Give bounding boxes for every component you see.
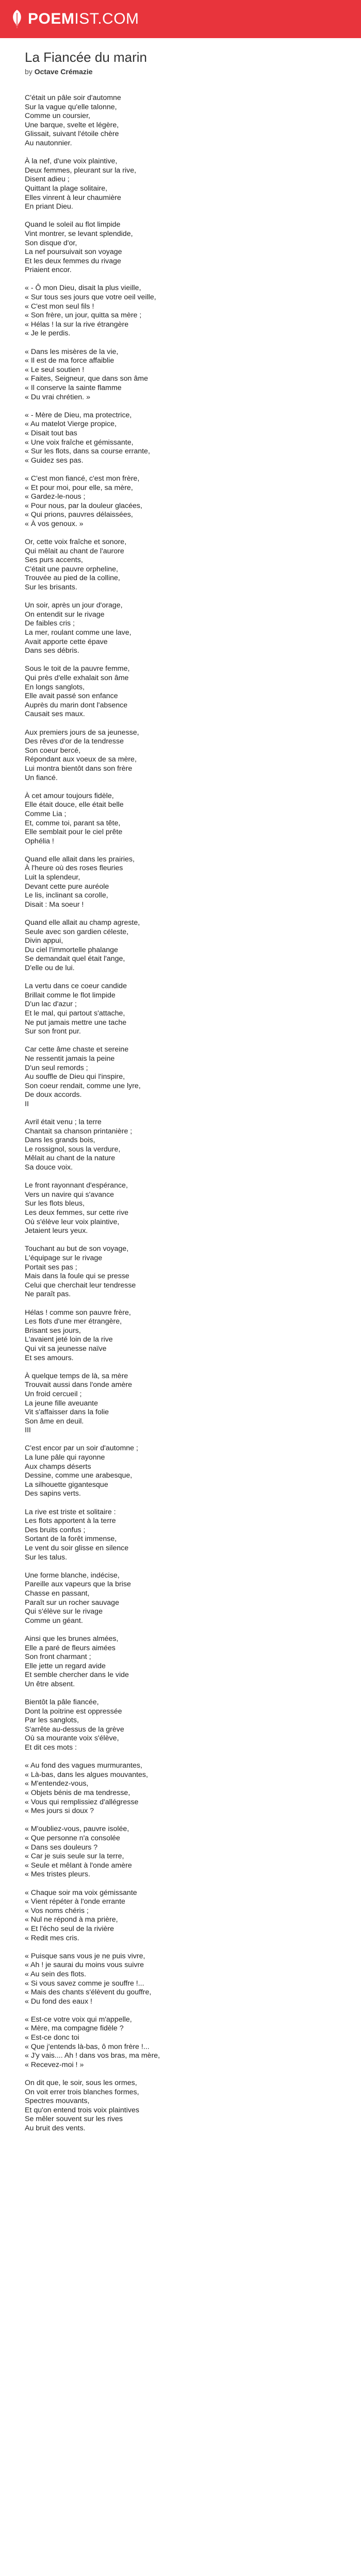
poem-line: « Chaque soir ma voix gémissante — [25, 1888, 137, 1897]
brand-main: POEM — [28, 10, 75, 27]
stanza — [25, 348, 334, 402]
poem-line: Lui montra bientôt dans son frère — [25, 764, 133, 773]
stanza — [25, 1952, 334, 2007]
poem-line: C'était un pâle soir d'automne — [25, 94, 121, 102]
poem-line: Les deux femmes, sur cette rive — [25, 1209, 129, 1217]
poem-line: « Disait tout bas — [25, 429, 77, 437]
poem-line: Spectres mouvants, — [25, 2097, 90, 2106]
poem-line: La vertu dans ce coeur candide — [25, 982, 127, 991]
poem-line: Paraît sur un rocher sauvage — [25, 1598, 119, 1607]
poem-line: Dans ses débris. — [25, 647, 79, 655]
poem-line: « Au matelot Vierge propice, — [25, 420, 117, 429]
poem-line: « Hélas ! la sur la rive étrangère — [25, 320, 129, 329]
stanza — [25, 1045, 334, 1109]
poem-line: Quand le soleil au flot limpide — [25, 221, 121, 229]
poem-line: Devant cette pure auréole — [25, 882, 109, 891]
poem-line: « Et l'écho seul de la rivière — [25, 1924, 114, 1933]
poem-line: Priaient encor. — [25, 266, 72, 275]
poem-line: « Vos noms chéris ; — [25, 1906, 89, 1915]
poem-line: Mais dans la foule qui se presse — [25, 1272, 129, 1281]
stanza — [25, 411, 334, 466]
poem-line: Quand elle allait dans les prairies, — [25, 855, 135, 863]
stanza — [25, 601, 334, 656]
poem-line: De faibles cris ; — [25, 619, 75, 628]
poem-line: Répondant aux voeux de sa mère, — [25, 755, 137, 764]
poem-line: « Du vrai chrétien. » — [25, 393, 90, 401]
poem-line: « Puisque sans vous je ne puis vivre, — [25, 1952, 145, 1960]
poem-line: Le front rayonnant d'espérance, — [25, 1181, 128, 1190]
poem-line: D'un lac d'azur ; — [25, 1000, 77, 1009]
poem-line: Aux champs déserts — [25, 1462, 91, 1471]
poem-line: Se mêler souvent sur les rives — [25, 2115, 123, 2124]
poem-line: Or, cette voix fraîche et sonore, — [25, 538, 127, 547]
poem-line: Avait apporte cette épave — [25, 637, 108, 646]
poem-line: Mêlait au chant de la nature — [25, 1154, 116, 1163]
poem-line: Auprès du marin dont l'absence — [25, 701, 128, 709]
poem-line: « Mes tristes pleurs. — [25, 1870, 90, 1879]
site-brand — [28, 10, 139, 28]
stanza — [25, 1181, 334, 1236]
poem-line: « Dans ses douleurs ? — [25, 1843, 98, 1852]
poem-line: La rive est triste et solitaire : — [25, 1507, 116, 1516]
poem-line: « Vient répéter à l'onde errante — [25, 1897, 125, 1906]
author-link[interactable]: Octave Crémazie — [34, 67, 93, 76]
poem-line: « Et pour moi, pour elle, sa mère, — [25, 483, 133, 492]
poem-line: La lune pâle qui rayonne — [25, 1453, 105, 1462]
stanza — [25, 855, 334, 910]
poem-line: Quand elle allait au champ agreste, — [25, 919, 140, 927]
stanza — [25, 1571, 334, 1626]
poem-line: Au nautonnier. — [25, 139, 72, 147]
stanza — [25, 792, 334, 846]
poem-line: C'est encor par un soir d'automne ; — [25, 1444, 138, 1453]
poem-line: « Dans les misères de la vie, — [25, 347, 119, 356]
poem-line: Trouvée au pied de la colline, — [25, 574, 120, 583]
poem-line: « Si vous savez comme je souffre !... — [25, 1979, 144, 1988]
poem-line: D'elle ou de lui. — [25, 964, 75, 972]
poem-line: Seule avec son gardien céleste, — [25, 927, 129, 936]
poem-title: La Fiancée du marin — [25, 49, 147, 65]
poem-line: Qui près d'elle exhalait son âme — [25, 674, 129, 682]
poem-line: « M'oubliez-vous, pauvre isolée, — [25, 1825, 129, 1834]
brand-rest: IST.COM — [74, 10, 139, 27]
poem-line: Sur la vague qu'elle talonne, — [25, 103, 117, 111]
poem-line: Hélas ! comme son pauvre frère, — [25, 1308, 131, 1317]
poem-line: Les flots apportent à la terre — [25, 1517, 116, 1526]
stanza — [25, 1635, 334, 1689]
poem-line: « Car je suis seule sur la terre, — [25, 1852, 124, 1861]
poem-line: « Une voix fraîche et gémissante, — [25, 438, 134, 447]
poem-line: Aux premiers jours de sa jeunesse, — [25, 728, 139, 737]
poem-line: « Objets bénis de ma tendresse, — [25, 1789, 130, 1798]
poem-line: « Sur les flots, dans sa course errante, — [25, 447, 150, 456]
poem-line: En priant Dieu. — [25, 202, 73, 211]
poem-line: Un froid cercueil ; — [25, 1389, 82, 1398]
poem-line: Ne paraît pas. — [25, 1290, 71, 1299]
poem-line: Ainsi que les brunes almées, — [25, 1634, 119, 1643]
poem-line: Sur les flots bleus, — [25, 1199, 85, 1208]
poem-line: À l'heure où des roses fleuries — [25, 864, 123, 873]
poem-line: Chantait sa chanson printanière ; — [25, 1127, 133, 1136]
poem-line: « Seule et mêlant à l'onde amère — [25, 1861, 132, 1870]
stanza — [25, 157, 334, 212]
poem-line: La mer, roulant comme une lave, — [25, 629, 132, 637]
poem-line: Un être absent. — [25, 1680, 75, 1688]
poem-line: Vint montrer, se levant splendide, — [25, 229, 133, 238]
poem-line: « Du fond des eaux ! — [25, 1997, 92, 2006]
stanza — [25, 1118, 334, 1173]
poem-line: « - Mère de Dieu, ma protectrice, — [25, 411, 132, 419]
poem-line: « Là-bas, dans les algues mouvantes, — [25, 1770, 148, 1779]
poem-line: Et semble chercher dans le vide — [25, 1671, 129, 1680]
poem-line: Et le mal, qui partout s'attache, — [25, 1009, 125, 1018]
poem-line: La nef poursuivait son voyage — [25, 248, 122, 257]
poem-line: Par les sanglots, — [25, 1716, 79, 1725]
site-header — [0, 0, 361, 38]
poem-line: Sous le toit de la pauvre femme, — [25, 665, 130, 673]
poem-line: « Pour nous, par la douleur glacées, — [25, 501, 142, 510]
poem-line: « M'entendez-vous, — [25, 1780, 89, 1788]
poem-line: Elles vinrent à leur chaumière — [25, 193, 121, 202]
poem-line: « Son frère, un jour, quitta sa mère ; — [25, 311, 142, 320]
poem-line: Car cette âme chaste et sereine — [25, 1045, 129, 1054]
poem-line: « Le seul soutien ! — [25, 365, 85, 374]
poem-line: La silhouette gigantesque — [25, 1480, 108, 1489]
poem-line: Elle était douce, elle était belle — [25, 801, 124, 809]
poem-line: « Il est de ma force affaiblie — [25, 357, 114, 365]
stanza — [25, 1508, 334, 1563]
poem-line: « Redit mes cris. — [25, 1934, 79, 1942]
poem-line: Et, comme toi, parant sa tête, — [25, 819, 121, 827]
poem-line: Où sa mourante voix s'élève, — [25, 1734, 119, 1743]
poem-line: Au bruit des vents. — [25, 2124, 86, 2132]
poem-line: Disent adieu ; — [25, 175, 70, 184]
poem-line: Vit s'affaisser dans la folie — [25, 1408, 109, 1417]
poem-line: Son disque d'or, — [25, 239, 77, 247]
poem-line: Touchant au but de son voyage, — [25, 1245, 129, 1253]
poem-line: Quittant la plage solitaire, — [25, 184, 108, 193]
poem-line: Dans les grands bois, — [25, 1136, 95, 1145]
poem-line: Vers un navire qui s'avance — [25, 1190, 114, 1199]
poem-line: Causait ses maux. — [25, 710, 85, 719]
poem-line: Ne ressentit jamais la peine — [25, 1054, 115, 1063]
poem-line: Sa douce voix. — [25, 1163, 73, 1172]
poem-line: Ses purs accents, — [25, 556, 83, 565]
poem-line: Divin appui, — [25, 937, 63, 945]
poem-line: Jetaient leurs yeux. — [25, 1227, 88, 1235]
poem-line: Son âme en deuil. — [25, 1417, 84, 1426]
poem-line: Chasse en passant, — [25, 1589, 90, 1598]
poem-line: III — [25, 1426, 31, 1435]
poem-line: Et ses amours. — [25, 1353, 74, 1362]
poem-line: « Est-ce donc toi — [25, 2033, 79, 2042]
poem-line: On entendit sur le rivage — [25, 610, 105, 619]
poem-line: Un fiancé. — [25, 773, 58, 782]
poem-line: Brisant ses jours, — [25, 1326, 81, 1335]
poem-line: « Nul ne répond à ma prière, — [25, 1916, 118, 1924]
poem-line: Du ciel l'immortelle phalange — [25, 945, 118, 954]
poem-line: Sortant de la forêt immense, — [25, 1535, 117, 1544]
stanza — [25, 2079, 334, 2133]
poem-line: On voit errer trois blanches formes, — [25, 2088, 139, 2096]
poem-line: On dit que, le soir, sous les ormes, — [25, 2079, 137, 2088]
poem-line: Bientôt la pâle fiancée, — [25, 1698, 99, 1707]
poem-line: Une barque, svelte et légère, — [25, 121, 119, 129]
poem-line: « C'est mon seul fils ! — [25, 302, 94, 311]
poem-line: Ophélia ! — [25, 837, 54, 845]
poem-line: « Mais des chants s'élèvent du gouffre, — [25, 1988, 152, 1997]
poem-line: Le vent du soir glisse en silence — [25, 1544, 129, 1552]
poem-line: « Que j'entends là-bas, ô mon frère !... — [25, 2042, 150, 2051]
poem-line: L'avaient jeté loin de la rive — [25, 1335, 113, 1344]
poem-line: « À vos genoux. » — [25, 519, 84, 528]
poem-line: Portait ses pas ; — [25, 1263, 77, 1272]
poem-line: Dessine, comme une arabesque, — [25, 1471, 133, 1480]
poem-line: « Que personne n'a consolée — [25, 1834, 120, 1842]
poem-line: Les flots d'une mer étrangère, — [25, 1317, 122, 1326]
poem-line: Avril était venu ; la terre — [25, 1118, 102, 1127]
poem-line: Elle avait passé son enfance — [25, 692, 118, 701]
poem-line: Qui s'élève sur le rivage — [25, 1607, 103, 1616]
poem-line: « Sur tous ses jours que votre oeil veille, — [25, 293, 156, 302]
poem-line: « Ah ! je saurai du moins vous suivre — [25, 1961, 144, 1970]
poem-line: Des bruits confus ; — [25, 1526, 86, 1534]
poem-line: « Je le perdis. — [25, 329, 71, 338]
stanza — [25, 2015, 334, 2070]
poem-line: L'équipage sur le rivage — [25, 1254, 103, 1262]
stanza — [25, 1825, 334, 1879]
stanza — [25, 474, 334, 529]
poem-line: « Au sein des flots. — [25, 1970, 87, 1978]
poem-line: Où s'élève leur voix plaintive, — [25, 1217, 120, 1226]
poem-line: Son coeur bercé, — [25, 746, 81, 755]
poem-line: Dont la poitrine est oppressée — [25, 1707, 122, 1716]
poem-line: Et dit ces mots : — [25, 1743, 77, 1752]
poem-line: En longs sanglots, — [25, 683, 85, 691]
poem-line: « Guidez ses pas. — [25, 456, 84, 465]
poem-line: Qui vit sa jeunesse naïve — [25, 1344, 107, 1353]
poem-line: « Au fond des vagues murmurantes, — [25, 1761, 142, 1770]
poem-line: « Il conserve la sainte flamme — [25, 384, 122, 392]
stanza — [25, 538, 334, 592]
stanza — [25, 1372, 334, 1435]
poem-line: De doux accords. — [25, 1091, 82, 1099]
poem-line: « Faites, Seigneur, que dans son âme — [25, 375, 148, 383]
poem-line: Une forme blanche, indécise, — [25, 1571, 120, 1580]
poem-line: Comme un coursier, — [25, 112, 90, 121]
poem-line: « - Ô mon Dieu, disait la plus vieille, — [25, 284, 141, 293]
poem-byline — [25, 67, 334, 76]
stanza — [25, 1698, 334, 1753]
poem-line: Deux femmes, pleurant sur la rive, — [25, 166, 137, 175]
poem-content — [25, 49, 334, 2142]
stanza — [25, 1444, 334, 1499]
stanza — [25, 919, 334, 973]
poem-line: Luit la splendeur, — [25, 873, 80, 882]
poem-line: La jeune fille aveuante — [25, 1399, 98, 1408]
stanza — [25, 1309, 334, 1363]
poem-line: « Vous qui remplissiez d'allégresse — [25, 1798, 139, 1806]
poem-line: Sur les brisants. — [25, 583, 77, 592]
poem-line: Sur les talus. — [25, 1553, 68, 1562]
stanza — [25, 1245, 334, 1299]
poem-line: Le rossignol, sous la verdure, — [25, 1145, 121, 1154]
poem-line: II — [25, 1099, 29, 1108]
poem-line: Trouvait aussi dans l'onde amère — [25, 1381, 133, 1389]
poem-line: Et qu'on entend trois voix plaintives — [25, 2106, 139, 2114]
poem-line: Qui mêlait au chant de l'aurore — [25, 547, 124, 555]
poem-line: Disait : Ma soeur ! — [25, 900, 84, 909]
poem-line: Des sapins verts. — [25, 1489, 81, 1498]
poem-line: « C'est mon fiancé, c'est mon frère, — [25, 474, 140, 483]
poem-line: À cet amour toujours fidèle, — [25, 791, 114, 800]
poem-line: Un soir, après un jour d'orage, — [25, 601, 123, 610]
site-logo[interactable] — [10, 0, 139, 38]
stanza — [25, 1761, 334, 1816]
poem-line: « Gardez-le-nous ; — [25, 493, 86, 501]
poem-line: Son front charmant ; — [25, 1653, 91, 1662]
poem-line: S'arrête au-dessus de la grève — [25, 1725, 124, 1734]
poem-line: Le lis, inclinant sa corolle, — [25, 891, 108, 900]
poem-line: Glissait, suivant l'étoile chère — [25, 130, 119, 139]
poem-line: Comme Lia ; — [25, 809, 67, 818]
stanza — [25, 728, 334, 783]
stanza — [25, 665, 334, 719]
poem-line: Son coeur rendait, comme une lyre, — [25, 1081, 141, 1090]
stanza — [25, 94, 334, 148]
poem-line: Elle jette un regard avide — [25, 1662, 106, 1670]
poem-line: Sur son front pur. — [25, 1027, 81, 1036]
poem-line: D'un seul remords ; — [25, 1063, 88, 1072]
poem-line: Ne put jamais mettre une tache — [25, 1018, 127, 1027]
poem-line: « Recevez-moi ! » — [25, 2060, 84, 2069]
poem-line: Et les deux femmes du rivage — [25, 257, 121, 265]
poem-line: Celui que cherchait leur tendresse — [25, 1281, 136, 1290]
poem-line: À la nef, d'une voix plaintive, — [25, 157, 118, 166]
poem-line: « J'y vais.... Ah ! dans vos bras, ma mère, — [25, 2052, 160, 2060]
poem-line: Elle a paré de fleurs aimées — [25, 1643, 116, 1652]
poem-line: C'était une pauvre orpheline, — [25, 565, 118, 573]
poem-line: « Mère, ma compagne fidèle ? — [25, 2024, 124, 2033]
poem-line: Des rêves d'or de la tendresse — [25, 737, 124, 746]
quill-icon — [10, 9, 24, 29]
poem-line: Comme un géant. — [25, 1616, 83, 1625]
poem-line: Au souffle de Dieu qui l'inspire, — [25, 1073, 125, 1081]
stanza — [25, 1889, 334, 1943]
stanza — [25, 221, 334, 275]
poem-line: Elle semblait pour le ciel prête — [25, 828, 123, 837]
poem-line: Pareille aux vapeurs que la brise — [25, 1580, 131, 1589]
poem-line: Brillait comme le flot limpide — [25, 991, 116, 999]
by-label: by — [25, 67, 32, 76]
poem-body — [25, 94, 334, 2133]
poem-line: À quelque temps de là, sa mère — [25, 1371, 128, 1380]
poem-line: Se demandait quel était l'ange, — [25, 955, 125, 963]
poem-line: « Mes jours si doux ? — [25, 1807, 94, 1816]
poem-line: « Est-ce votre voix qui m'appelle, — [25, 2015, 132, 2024]
stanza — [25, 284, 334, 338]
poem-line: « Qui prions, pauvres délaissées, — [25, 511, 133, 519]
stanza — [25, 982, 334, 1037]
